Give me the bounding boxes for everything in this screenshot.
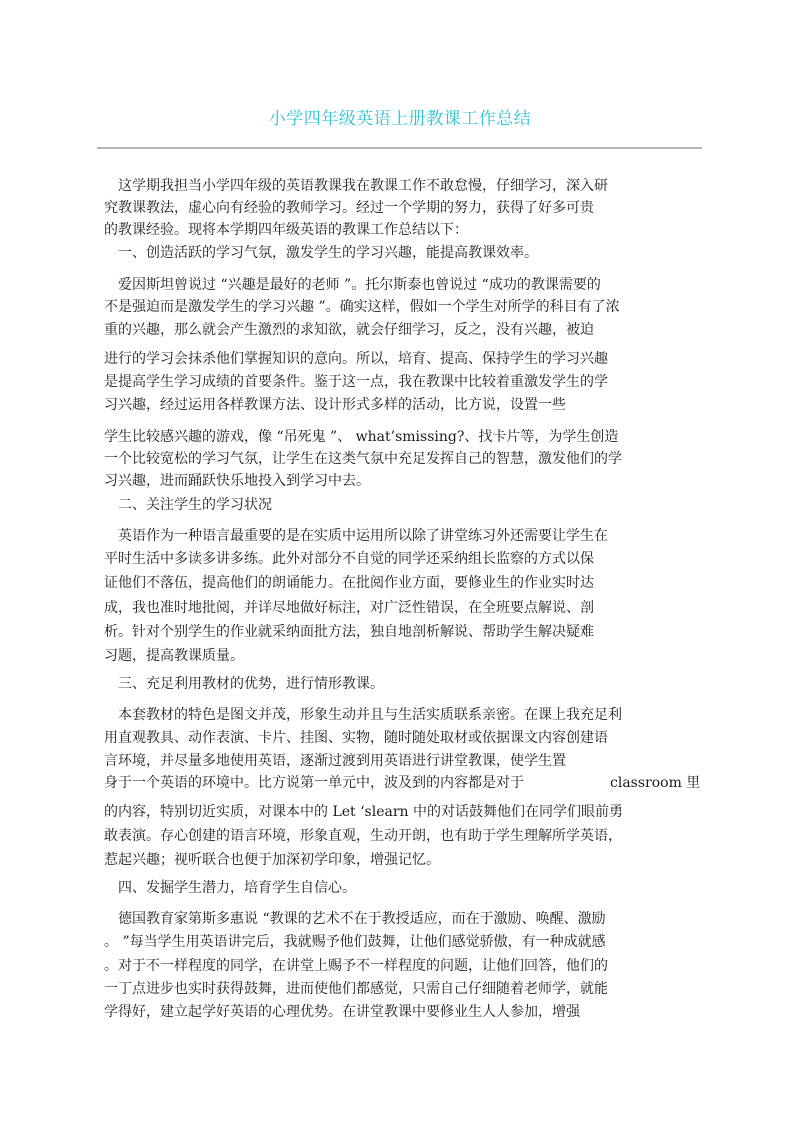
- paragraph-line: 用直观教具、动作表演、卡片、挂图、实物，随时随处取材或依据课文内容创建语: [104, 730, 608, 746]
- paragraph-line: 析。针对个别学生的作业就采纳面批方法，独自地剖析解说、帮助学生解决疑难: [104, 624, 594, 640]
- paragraph-line: 一丁点进步也实时获得鼓舞，进而使他们都感觉，只需自己仔细随着老师学，就能: [104, 981, 608, 997]
- paragraph-line: 言环境，并尽量多地使用英语，逐渐过渡到用英语进行讲堂教课，使学生置: [104, 753, 566, 769]
- paragraph-line: 的内容，特别切近实质，对课本中的 Let ‘slearn 中的对话鼓舞他们在同学们眼前勇: [104, 804, 624, 820]
- section-heading: 二、关注学生的学习状况: [118, 497, 272, 513]
- title-divider: [97, 147, 702, 149]
- paragraph-line: 是提高学生学习成绩的首要条件。鉴于这一点，我在教课中比较着重激发学生的学: [104, 374, 608, 390]
- paragraph-line: 。对于不一样程度的同学，在讲堂上赐予不一样程度的问题，让他们回答，他们的: [104, 958, 608, 974]
- paragraph-line: 学得好，建立起学好英语的心理优势。在讲堂教课中要修业生人人参加，增强: [104, 1004, 580, 1020]
- paragraph-line: 一个比较宽松的学习气氛，让学生在这类气氛中充足发挥自己的智慧，激发他们的学: [104, 451, 622, 467]
- paragraph-line: 成，我也准时地批阅，并详尽地做好标注，对广泛性错误，在全班要点解说、剖: [104, 600, 594, 616]
- paragraph-line: 敢表演。存心创建的语言环境，形象直观，生动开朗，也有助于学生理解所学英语，: [104, 828, 622, 844]
- paragraph-line: 学生比较感兴趣的游戏，像 “吊死鬼 ”、 what’smissing?、找卡片等，为学生创造: [104, 429, 619, 445]
- section-heading: 四、发掘学生潜力，培育学生自信心。: [118, 880, 356, 896]
- paragraph-line: 习题，提高教课质量。: [104, 648, 244, 664]
- paragraph-line-tail: classroom 里: [610, 775, 701, 791]
- paragraph-line: 习兴趣，经过运用各样教课方法、设计形式多样的活动，比方说，设置一些: [104, 397, 566, 413]
- paragraph-line: 本套教材的特色是图文并茂，形象生动并且与生活实质联系亲密。在课上我充足利: [118, 707, 622, 723]
- paragraph-line: 不是强迫而是激发学生的学习兴趣 ”。确实这样，假如一个学生对所学的科目有了浓: [104, 299, 620, 315]
- paragraph-line: 进行的学习会抹杀他们掌握知识的意向。所以，培育、提高、保持学生的学习兴趣: [104, 351, 608, 367]
- paragraph-line: 平时生活中多读多讲多练。此外对部分不自觉的同学还采纳组长监察的方式以保: [104, 551, 594, 567]
- document-title: 小学四年级英语上册教课工作总结: [268, 109, 532, 129]
- paragraph-line: 惹起兴趣；视听联合也便于加深初学印象，增强记忆。: [104, 852, 440, 868]
- paragraph-line: 的教课经验。现将本学期四年级英语的教课工作总结以下：: [104, 222, 468, 238]
- section-heading: 三、充足利用教材的优势，进行情形教课。: [118, 676, 384, 692]
- paragraph-line: 。 ”每当学生用英语讲完后，我就赐予他们鼓舞，让他们感觉骄傲，有一种成就感: [104, 934, 606, 950]
- paragraph-line: 爱因斯坦曾说过 “兴趣是最好的老师 ”。托尔斯泰也曾说过 “成功的教课需要的: [118, 277, 601, 293]
- paragraph-line: 身于一个英语的环境中。比方说第一单元中，波及到的内容都是对于: [104, 775, 524, 791]
- paragraph-line: 究教课教法，虚心向有经验的教师学习。经过一个学期的努力，获得了好多可贵: [104, 200, 594, 216]
- paragraph-line: 重的兴趣，那么就会产生激烈的求知欲，就会仔细学习，反之，没有兴趣，被迫: [104, 322, 594, 338]
- section-heading: 一、创造活跃的学习气氛，激发学生的学习兴趣，能提高教课效率。: [118, 245, 538, 261]
- paragraph-line: 德国教育家第斯多惠说 “教课的艺术不在于教授适应，而在于激励、唤醒、激励: [118, 911, 606, 927]
- paragraph-line: 证他们不落伍，提高他们的朗诵能力。在批阅作业方面，要修业生的作业实时达: [104, 575, 594, 591]
- paragraph-line: 这学期我担当小学四年级的英语教课我在教课工作不敢怠慢，仔细学习，深入研: [118, 178, 608, 194]
- paragraph-line: 习兴趣，进而踊跃快乐地投入到学习中去。: [104, 473, 370, 489]
- paragraph-line: 英语作为一种语言最重要的是在实质中运用所以除了讲堂练习外还需要让学生在: [118, 528, 608, 544]
